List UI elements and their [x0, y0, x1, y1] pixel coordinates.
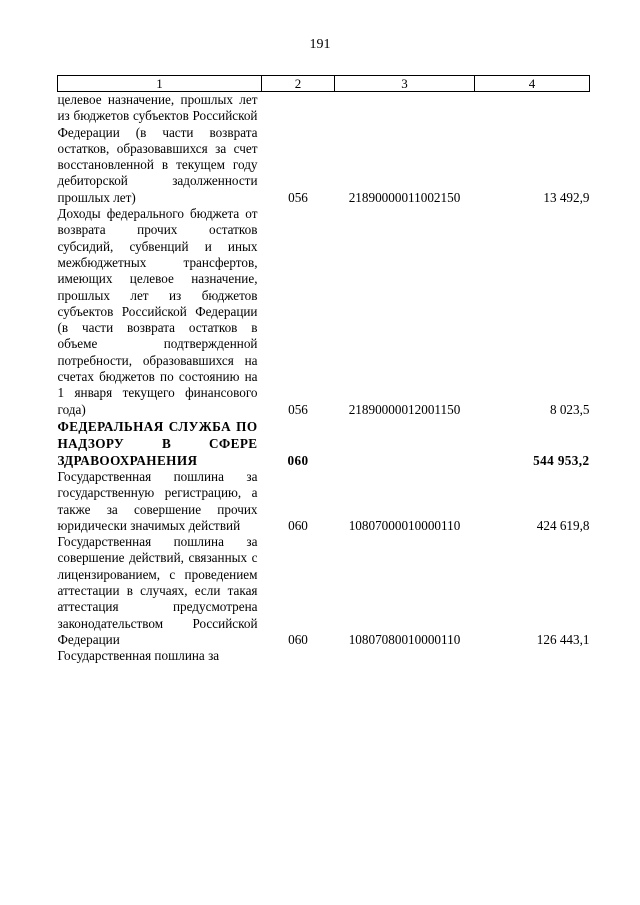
- row-admin-code: 060: [288, 517, 308, 533]
- organization-total-amount: 544 953,2: [533, 452, 590, 468]
- row-amount: 424 619,8: [536, 517, 590, 533]
- row-amount: 126 443,1: [536, 631, 590, 647]
- table-header-row: [58, 76, 590, 92]
- column-header-1: 1: [58, 76, 262, 92]
- table-row: [58, 92, 590, 207]
- row-admin-code: 056: [288, 189, 308, 205]
- table-row-organization: [58, 418, 590, 469]
- organization-admin-code: 060: [287, 452, 309, 468]
- row-name: Доходы федерального бюджета от возврата прочих остатков субсидий, субвенций и иных межбюджетных трансфертов, имеющих целевое назначение, прошлых лет из бюджетов субъектов Российской Федерации (в части возврата остатков в объеме подтвержденной потребности, образовавшихся на счетах бюджетов по состоянию на 1 января текущего финансового года): [57, 206, 258, 417]
- row-amount: [475, 648, 590, 664]
- row-admin-code: [262, 648, 335, 664]
- row-name: Государственная пошлина за: [57, 648, 220, 664]
- row-name: Государственная пошлина за государственную регистрацию, а также за совершение прочих юридически значимых действий: [57, 468, 258, 533]
- row-classification-code: 21890000011002150: [348, 189, 461, 205]
- table-row: [58, 206, 590, 418]
- row-amount: 8 023,5: [549, 401, 590, 417]
- organization-classification-code: [335, 418, 475, 469]
- table-row: [58, 469, 590, 534]
- row-amount: 13 492,9: [543, 189, 590, 205]
- table-row: [58, 534, 590, 648]
- column-header-4: 4: [475, 76, 590, 92]
- table-row: [58, 648, 590, 664]
- page-number: 191: [309, 37, 331, 52]
- organization-name: ФЕДЕРАЛЬНАЯ СЛУЖБА ПО НАДЗОРУ В СФЕРЕ ЗДРАВООХРАНЕНИЯ: [57, 418, 258, 468]
- row-classification-code: [335, 648, 475, 664]
- row-name: целевое назначение, прошлых лет из бюджетов субъектов Российской Федерации (в части возврата остатков, образовавшихся за счет восстановленной в текущем году дебиторской задолженности прошлых лет): [57, 92, 258, 205]
- column-header-2: 2: [262, 76, 335, 92]
- row-classification-code: 21890000012001150: [348, 401, 461, 417]
- row-admin-code: 060: [288, 631, 308, 647]
- budget-revenue-table: [57, 75, 590, 665]
- row-admin-code: 056: [288, 401, 308, 417]
- row-classification-code: 10807000010000110: [348, 517, 461, 533]
- row-classification-code: 10807080010000110: [348, 631, 461, 647]
- row-name: Государственная пошлина за совершение действий, связанных с лицензированием, с проведением аттестации в случаях, если такая аттестация предусмотрена законодательством Российской Федерации: [57, 534, 258, 647]
- column-header-3: 3: [335, 76, 475, 92]
